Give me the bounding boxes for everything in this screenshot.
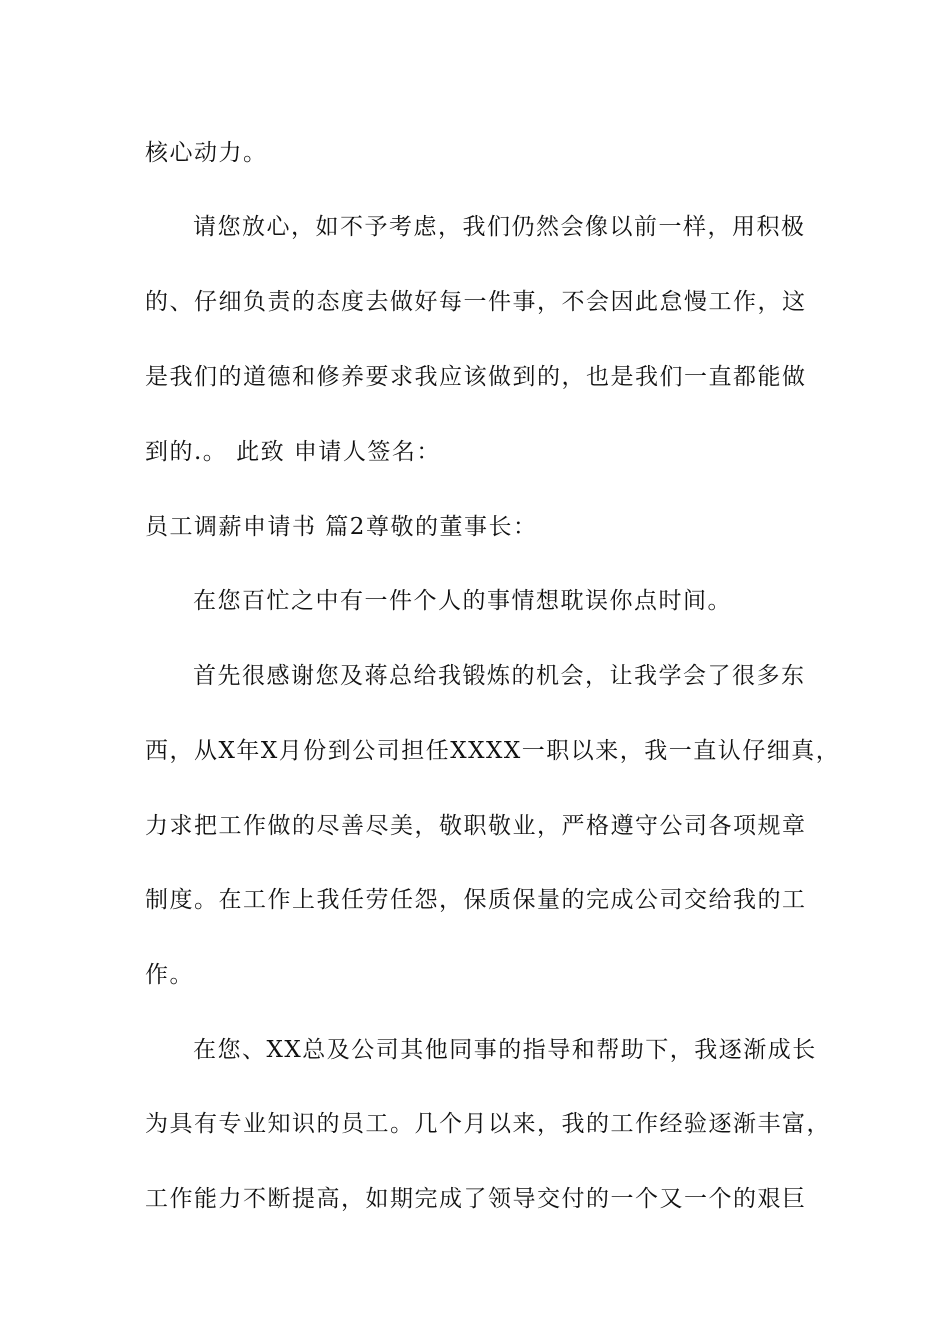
paragraph-start-line: 在您百忙之中有一件个人的事情想耽误你点时间。 — [193, 588, 732, 614]
text-line: 是我们的道德和修养要求我应该做到的，也是我们一直都能做 — [145, 364, 807, 390]
text-line: 作。 — [145, 962, 194, 988]
paragraph-start-line: 首先很感谢您及蒋总给我锻炼的机会，让我学会了很多东 — [193, 663, 806, 689]
section-heading-line: 员工调薪申请书 篇2尊敬的董事长： — [145, 514, 538, 540]
closing-signature-line: 到的.。 此致 申请人签名： — [145, 439, 441, 465]
paragraph-start-line: 在您、XX总及公司其他同事的指导和帮助下，我逐渐成长 — [193, 1037, 817, 1063]
text-line: 制度。在工作上我任劳任怨，保质保量的完成公司交给我的工 — [145, 887, 807, 913]
text-line: 核心动力。 — [145, 140, 268, 166]
text-line: 工作能力不断提高，如期完成了领导交付的一个又一个的艰巨 — [145, 1186, 807, 1212]
text-line: 为具有专业知识的员工。几个月以来，我的工作经验逐渐丰富， — [145, 1111, 831, 1137]
text-line: 西，从X年X月份到公司担任XXXX一职以来，我一直认仔细真， — [145, 738, 841, 764]
paragraph-start-line: 请您放心，如不予考虑，我们仍然会像以前一样，用积极 — [193, 214, 806, 240]
text-line: 力求把工作做的尽善尽美，敬职敬业，严格遵守公司各项规章 — [145, 813, 807, 839]
text-line: 的、仔细负责的态度去做好每一件事，不会因此怠慢工作，这 — [145, 289, 807, 315]
